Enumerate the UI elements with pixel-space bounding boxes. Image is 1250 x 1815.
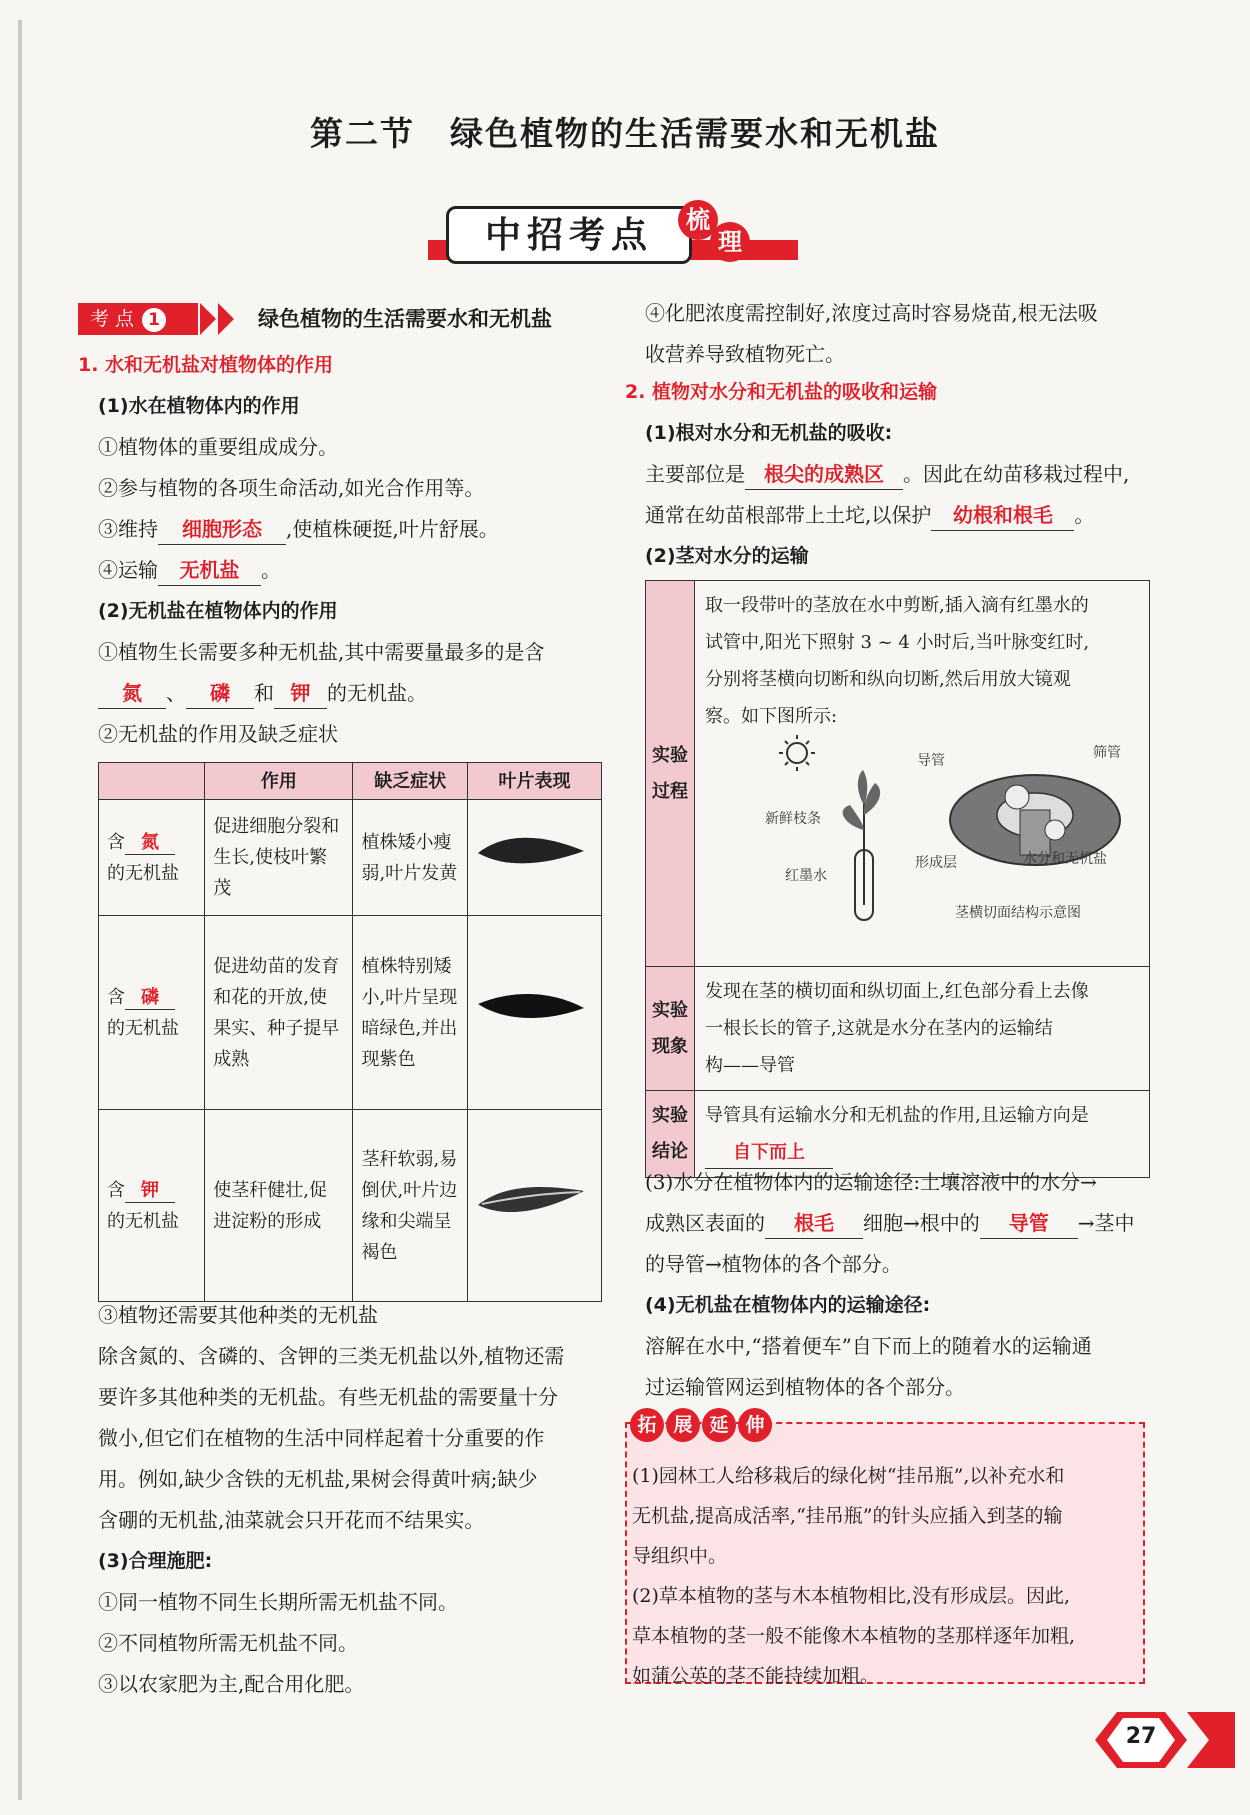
leaf-icon [476,1171,586,1231]
answer-blank: 细胞形态 [158,514,286,545]
text-line: 微小,但它们在植物的生活中同样起着十分重要的作 [98,1426,545,1450]
row-label: 实验 过程 [646,581,695,967]
table-row [646,581,1150,967]
kaodian-label: 考 点 [90,308,135,330]
banner-text: 中招考点 [446,206,692,264]
text-line: ①植物体的重要组成成分。 [98,435,338,459]
answer-blank: 磷 [125,987,175,1010]
label-ink: 红墨水 [785,868,827,884]
text-line: 察。如下图所示: [705,706,838,727]
kaodian-title: 绿色植物的生活需要水和无机盐 [258,307,552,331]
kaodian-number: 1 [142,308,166,332]
table-cell: 植株矮小瘦弱,叶片发黄 [353,800,468,916]
row-label: 实验 现象 [646,967,695,1091]
text-line: 构——导管 [705,1055,795,1076]
banner [428,200,798,266]
table-cell [695,581,1150,967]
table-cell: 含 钾 的无机盐 [99,1110,205,1302]
text-line: 成熟区表面的 根毛 细胞→根中的 导管 →茎中 [645,1203,1135,1243]
kaodian-tag [78,303,198,335]
ext-char: 延 [702,1408,736,1442]
subheading-stem: (2)茎对水分的运输 [645,545,809,567]
table-cell: 植株特别矮小,叶片呈现暗绿色,并出现紫色 [353,916,468,1110]
text-line: ④化肥浓度需控制好,浓度过高时容易烧苗,根无法吸 [645,301,1098,325]
text-line: 要许多其他种类的无机盐。有些无机盐的需要量十分 [98,1385,558,1409]
page-spine [18,20,22,1800]
heading-2: 2. 植物对水分和无机盐的吸收和运输 [625,381,938,403]
text-line: 试管中,阳光下照射 3 ~ 4 小时后,当叶脉变红时, [705,632,1090,653]
text-line: ①同一植物不同生长期所需无机盐不同。 [98,1590,458,1614]
table-cell: 促进细胞分裂和生长,使枝叶繁茂 [205,800,353,916]
page-number: 27 [1125,1724,1157,1749]
text-line: (3)水分在植物体内的运输途径:土壤溶液中的水分→ [645,1170,1097,1194]
table-row [99,916,602,1110]
table-cell: 含 氮 的无机盐 [99,800,205,916]
table-cell: 促进幼苗的发育和花的开放,使果实、种子提早成熟 [205,916,353,1110]
diagram-caption: 茎横切面结构示意图 [955,905,1081,921]
table-row [99,1110,602,1302]
table-cell: 含 磷 的无机盐 [99,916,205,1110]
text-line: (1)园林工人给移栽后的绿化树“挂吊瓶”,以补充水和 [632,1465,1065,1487]
text-line: ②参与植物的各项生命活动,如光合作用等。 [98,476,485,500]
table-row [99,800,602,916]
text-line: 草本植物的茎一般不能像木本植物的茎那样逐年加粗, [632,1625,1076,1647]
answer-blank: 磷 [186,678,254,709]
text-line: 除含氮的、含磷的、含钾的三类无机盐以外,植物还需 [98,1344,565,1368]
text-line: 一根长长的管子,这就是水分在茎内的运输结 [705,1018,1053,1039]
text-line: 通常在幼苗根部带上土坨,以保护 幼根和根毛 。 [645,495,1094,535]
text-line: 的导管→植物体的各个部分。 [645,1252,902,1276]
text-line: ③以农家肥为主,配合用化肥。 [98,1672,365,1696]
table-cell: 茎秆软弱,易倒伏,叶片边缘和尖端呈褐色 [353,1110,468,1302]
text-line: ②不同植物所需无机盐不同。 [98,1631,358,1655]
leaf-icon [476,823,586,883]
mineral-table [98,762,602,1302]
page-number-badge [1095,1712,1235,1772]
table-header [99,763,205,800]
text-line: 导管具有运输水分和无机盐的作用,且运输方向是 [705,1105,1089,1126]
text-line: ①植物生长需要多种无机盐,其中需要量最多的是含 [98,640,545,664]
sun-icon [779,735,815,771]
answer-blank: 根毛 [765,1208,863,1239]
text-line: ②无机盐的作用及缺乏症状 [98,722,338,746]
answer-blank: 钾 [125,1180,175,1203]
banner-char-2: 理 [710,222,750,262]
table-cell [695,967,1150,1091]
answer-blank: 幼根和根毛 [931,500,1074,531]
subheading-fertilize: (3)合理施肥: [98,1550,213,1572]
answer-blank: 氮 [125,832,175,855]
text-line: 分别将茎横向切断和纵向切断,然后用放大镜观 [705,669,1071,690]
ext-char: 伸 [738,1408,772,1442]
ext-char: 展 [666,1408,700,1442]
text-line: 收营养导致植物死亡。 [645,342,845,366]
arrow-icon [200,303,216,335]
table-header: 叶片表现 [468,763,602,800]
answer-blank: 自下而上 [705,1138,833,1169]
leaf-image-cell [468,1110,602,1302]
experiment-table [645,580,1150,1178]
table-header: 缺乏症状 [353,763,468,800]
label-water: 水分和无机盐 [1023,851,1107,867]
subheading-mineral: (2)无机盐在植物体内的作用 [98,600,338,622]
subheading-mineral-transport: (4)无机盐在植物体内的运输途径: [645,1294,931,1316]
text-line: 导组织中。 [632,1545,728,1567]
label-cambium: 形成层 [915,855,957,871]
answer-blank: 氮 [98,678,166,709]
table-header: 作用 [205,763,353,800]
text-line: 过运输管网运到植物体的各个部分。 [645,1375,965,1399]
test-tube-icon [843,770,880,920]
answer-blank: 钾 [274,678,327,709]
text-line: 含硼的无机盐,油菜就会只开花而不结果实。 [98,1508,485,1532]
leaf-image-cell [468,916,602,1110]
text-line: 主要部位是 根尖的成熟区 。因此在幼苗移栽过程中, [645,454,1129,494]
banner-char-1: 梳 [678,200,718,240]
answer-blank: 根尖的成熟区 [745,459,903,490]
stem-diagram [705,735,1135,935]
text-line: 如蒲公英的茎不能持续加粗。 [632,1665,880,1687]
leaf-icon [476,978,586,1038]
text-line: 用。例如,缺少含铁的无机盐,果树会得黄叶病;缺少 [98,1467,538,1491]
subheading-water: (1)水在植物体内的作用 [98,395,300,417]
text-line: 无机盐,提高成活率,“挂吊瓶”的针头应插入到茎的输 [632,1505,1063,1527]
table-cell: 使茎秆健壮,促进淀粉的形成 [205,1110,353,1302]
text-line: ④运输 无机盐 。 [98,550,281,590]
subheading-root: (1)根对水分和无机盐的吸收: [645,422,893,444]
text-line: 取一段带叶的茎放在水中剪断,插入滴有红墨水的 [705,595,1089,616]
text-line: (2)草本植物的茎与木本植物相比,没有形成层。因此, [632,1585,1070,1607]
text-line: 氮 、 磷 和 钾 的无机盐。 [98,673,427,713]
text-line: ③维持 细胞形态 ,使植株硬挺,叶片舒展。 [98,509,499,549]
arrow-icon [218,303,234,335]
text-line: 发现在茎的横切面和纵切面上,红色部分看上去像 [705,981,1089,1002]
label-sieve: 筛管 [1093,745,1121,761]
label-vessel: 导管 [917,753,945,769]
label-branch: 新鲜枝条 [765,811,821,827]
section-title: 第二节 绿色植物的生活需要水和无机盐 [310,114,940,153]
answer-blank: 导管 [980,1208,1078,1239]
heading-1: 1. 水和无机盐对植物体的作用 [78,354,334,376]
text-line: 溶解在水中,“搭着便车”自下而上的随着水的运输通 [645,1334,1092,1358]
row-label: 实验 结论 [646,1091,695,1178]
leaf-image-cell [468,800,602,916]
text-line: ③植物还需要其他种类的无机盐 [98,1303,378,1327]
answer-blank: 无机盐 [158,555,261,586]
ext-char: 拓 [630,1408,664,1442]
table-row [646,967,1150,1091]
extension-tag [630,1408,774,1442]
